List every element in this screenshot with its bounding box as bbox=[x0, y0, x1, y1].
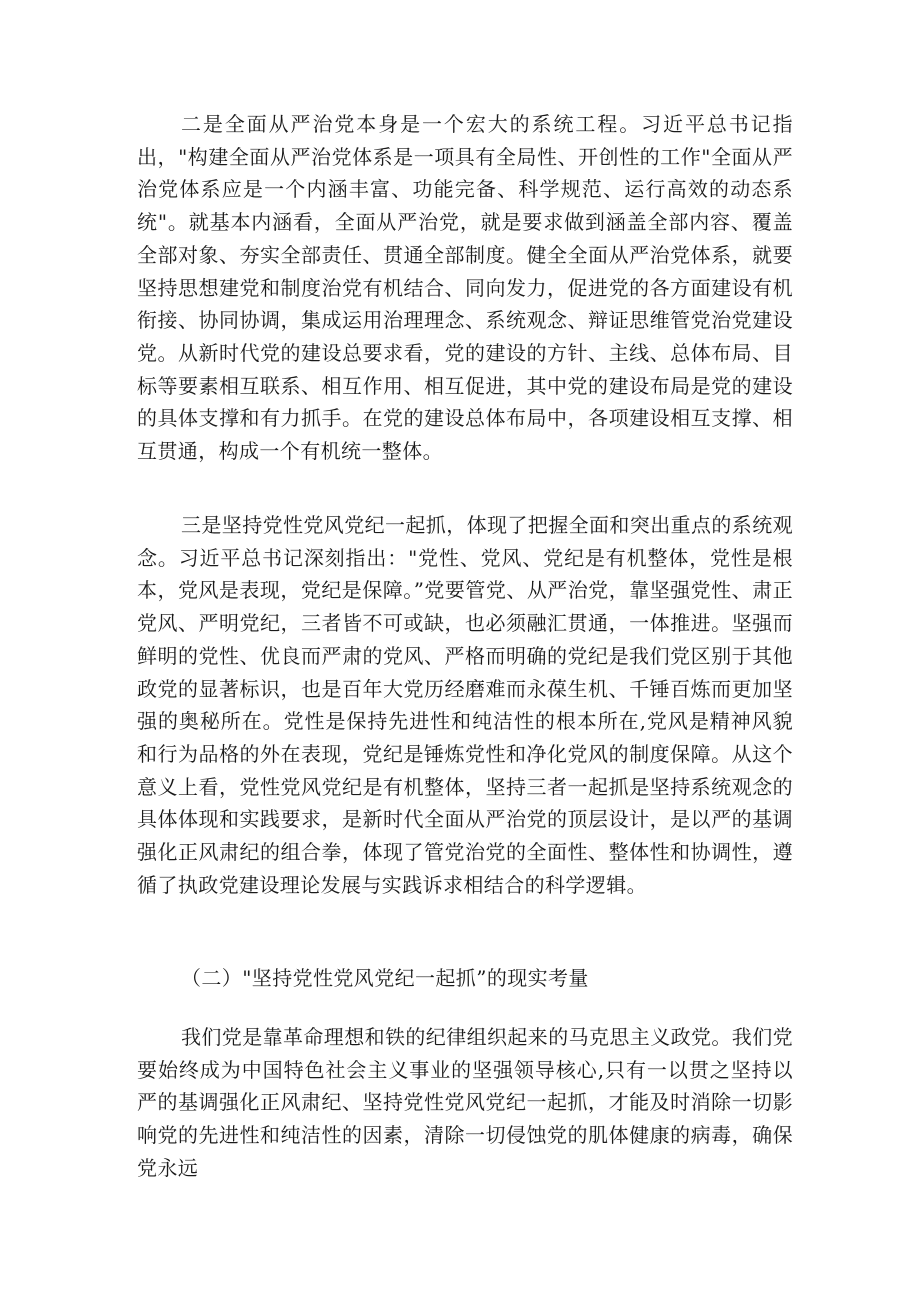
paragraph-systems-engineering: 二是全面从严治党本身是一个宏大的系统工程。习近平总书记指出，"构建全面从严治党体系是一项具有全局性、开创性的工作"全面从严治党体系应是一个内涵丰富、功能完备、科学规范、运行高效的动态系统"。就基本内涵看，全面从严治党，就是要求做到涵盖全部内容、覆盖全部对象、夯实全部责任、贯通全部制度。健全全面从严治党体系，就要坚持思想建党和制度治党有机结合、同向发力，促进党的各方面建设有机衔接、协同协调，集成运用治理理念、系统观念、辩证思维管党治党建设党。从新时代党的建设总要求看，党的建设的方针、主线、总体布局、目标等要素相互联系、相互作用、相互促进，其中党的建设布局是党的建设的具体支撑和有力抓手。在党的建设总体布局中，各项建设相互支撑、相互贯通，构成一个有机统一整体。 bbox=[137, 112, 793, 464]
paragraph-closing: 我们党是靠革命理想和铁的纪律组织起来的马克思主义政党。我们党要始终成为中国特色社会主义事业的坚强领导核心,只有一以贯之坚持以严的基调强化正风肃纪、坚持党性党风党纪一起抓，才能及时消除一切影响党的先进性和纯洁性的因素，清除一切侵蚀党的肌体健康的病毒，确保党永远 bbox=[137, 1025, 793, 1180]
section-heading: （二）"坚持党性党风党纪一起抓”的现实考量 bbox=[181, 966, 589, 990]
paragraph-party-spirit: 三是坚持党性党风党纪一起抓，体现了把握全面和突出重点的系统观念。习近平总书记深刻指出："党性、党风、党纪是有机整体，党性是根本，党风是表现，党纪是保障。”党要管党、从严治党，靠坚强党性、肃正党风、严明党纪，三者皆不可或缺，也必须融汇贯通，一体推进。坚强而鲜明的党性、优良而严肃的党风、严格而明确的党纪是我们党区别于其他政党的显著标识，也是百年大党历经磨难而永葆生机、千锤百炼而更加坚强的奥秘所在。党性是保持先进性和纯洁性的根本所在,党风是精神风貌和行为品格的外在表现，党纪是锤炼党性和净化党风的制度保障。从这个意义上看，党性党风党纪是有机整体，坚持三者一起抓是坚持系统观念的具体体现和实践要求，是新时代全面从严治党的顶层设计，是以严的基调强化正风肃纪的组合拳，体现了管党治党的全面性、整体性和协调性，遵循了执政党建设理论发展与实践诉求相结合的科学逻辑。 bbox=[137, 513, 793, 897]
